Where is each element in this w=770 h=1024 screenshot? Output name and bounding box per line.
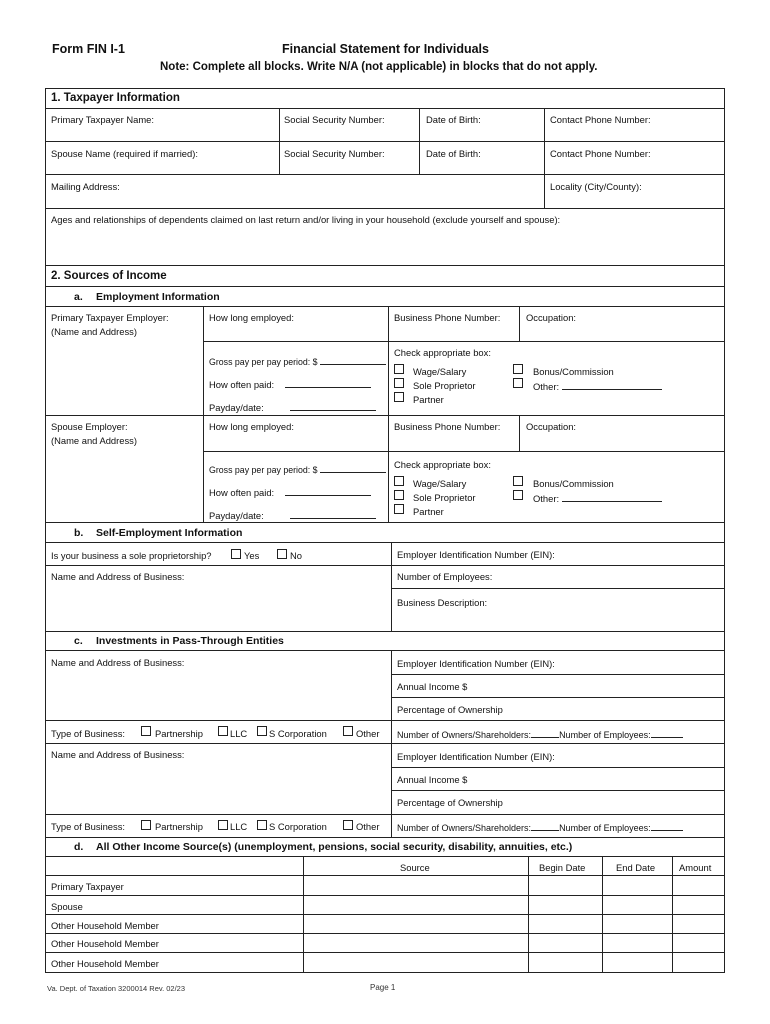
spouse-wage-checkbox[interactable] <box>394 476 404 486</box>
form-title: Financial Statement for Individuals <box>282 42 489 56</box>
income-row-label: Primary Taxpayer <box>51 881 124 892</box>
inv1-type-label: Type of Business: <box>51 728 125 739</box>
inv1-pct-ownership-field[interactable]: Percentage of Ownership <box>397 704 503 715</box>
spouse-wage-label: Wage/Salary <box>413 478 467 489</box>
inv2-type-label: Type of Business: <box>51 821 125 832</box>
spouse-employer-sub: (Name and Address) <box>51 435 137 446</box>
spouse-how-long-field[interactable]: How long employed: <box>209 421 294 432</box>
subsection-c-title: Investments in Pass-Through Entities <box>96 635 284 647</box>
inv2-annual-income-field[interactable]: Annual Income $ <box>397 774 468 785</box>
subsection-a-title: Employment Information <box>96 291 220 303</box>
form-note: Note: Complete all blocks. Write N/A (not applicable) in blocks that do not apply. <box>160 61 598 73</box>
subsection-c-letter: c. <box>74 635 83 647</box>
frame-left <box>45 88 46 973</box>
primary-how-often-field[interactable]: How often paid: <box>209 378 371 390</box>
subsection-b-title: Self-Employment Information <box>96 527 243 539</box>
primary-name-field[interactable]: Primary Taxpayer Name: <box>51 114 154 125</box>
primary-bonus-label: Bonus/Commission <box>533 366 614 377</box>
primary-employer-field[interactable]: Primary Taxpayer Employer: <box>51 312 169 323</box>
se-num-employees-field[interactable]: Number of Employees: <box>397 571 493 582</box>
inv1-ein-field[interactable]: Employer Identification Number (EIN): <box>397 658 555 669</box>
primary-employer-sub: (Name and Address) <box>51 326 137 337</box>
sole-prop-yes-checkbox[interactable] <box>231 549 241 559</box>
primary-wage-checkbox[interactable] <box>394 364 404 374</box>
inv2-scorp-label: S Corporation <box>269 821 327 832</box>
primary-phone-field[interactable]: Contact Phone Number: <box>550 114 651 125</box>
sole-prop-no-label: No <box>290 550 302 561</box>
primary-dob-field[interactable]: Date of Birth: <box>426 114 481 125</box>
income-row-label: Spouse <box>51 901 83 912</box>
inv1-annual-income-field[interactable]: Annual Income $ <box>397 681 468 692</box>
inv2-pct-ownership-field[interactable]: Percentage of Ownership <box>397 797 503 808</box>
frame-bottom <box>45 972 725 973</box>
inv2-other-checkbox[interactable] <box>343 820 353 830</box>
footer-agency: Va. Dept. of Taxation 3200014 Rev. 02/23 <box>47 984 186 993</box>
inv1-scorp-label: S Corporation <box>269 728 327 739</box>
primary-partner-checkbox[interactable] <box>394 392 404 402</box>
subsection-d-title: All Other Income Source(s) (unemployment, pensions, social security, disability, annuities, etc.) <box>96 841 573 853</box>
primary-bonus-checkbox[interactable] <box>513 364 523 374</box>
primary-how-long-field[interactable]: How long employed: <box>209 312 294 323</box>
primary-sole-label: Sole Proprietor <box>413 380 476 391</box>
inv2-partnership-label: Partnership <box>155 821 203 832</box>
inv2-llc-label: LLC <box>230 821 248 832</box>
spouse-bonus-checkbox[interactable] <box>513 476 523 486</box>
income-row-label: Other Household Member <box>51 958 159 969</box>
spouse-how-often-field[interactable]: How often paid: <box>209 486 371 498</box>
se-ein-field[interactable]: Employer Identification Number (EIN): <box>397 549 555 560</box>
primary-check-label: Check appropriate box: <box>394 347 491 358</box>
section1-title: 1. Taxpayer Information <box>51 92 180 104</box>
spouse-payday-field[interactable]: Payday/date: <box>209 509 376 521</box>
inv2-llc-checkbox[interactable] <box>218 820 228 830</box>
subsection-a-letter: a. <box>74 291 83 303</box>
sole-prop-no-checkbox[interactable] <box>277 549 287 559</box>
footer-page: Page 1 <box>370 983 396 992</box>
primary-payday-field[interactable]: Payday/date: <box>209 401 376 413</box>
inv1-partnership-label: Partnership <box>155 728 203 739</box>
mailing-address-field[interactable]: Mailing Address: <box>51 181 120 192</box>
spouse-gross-pay-field[interactable]: Gross pay per pay period: $ <box>209 463 386 476</box>
spouse-partner-checkbox[interactable] <box>394 504 404 514</box>
inv1-scorp-checkbox[interactable] <box>257 726 267 736</box>
inv1-owners-field[interactable]: Number of Owners/Shareholders: Number of Employees: <box>397 728 683 741</box>
income-row-label: Other Household Member <box>51 938 159 949</box>
col-amount-header: Amount <box>679 862 712 873</box>
spouse-partner-label: Partner <box>413 506 444 517</box>
inv1-partnership-checkbox[interactable] <box>141 726 151 736</box>
spouse-name-field[interactable]: Spouse Name (required if married): <box>51 148 198 159</box>
primary-partner-label: Partner <box>413 394 444 405</box>
frame-top <box>45 88 725 89</box>
section2-title: 2. Sources of Income <box>51 270 167 282</box>
primary-sole-checkbox[interactable] <box>394 378 404 388</box>
spouse-occupation-field[interactable]: Occupation: <box>526 421 577 432</box>
dependents-field[interactable]: Ages and relationships of dependents claimed on last return and/or living in your household (exclude yourself and spouse): <box>51 214 561 225</box>
subsection-b-letter: b. <box>74 527 84 539</box>
se-biz-name-field[interactable]: Name and Address of Business: <box>51 571 185 582</box>
primary-wage-label: Wage/Salary <box>413 366 467 377</box>
inv2-other-label: Other <box>356 821 380 832</box>
inv1-llc-label: LLC <box>230 728 248 739</box>
sole-prop-question: Is your business a sole proprietorship? <box>51 550 212 561</box>
col-end-header: End Date <box>616 862 656 873</box>
spouse-ssn-field[interactable]: Social Security Number: <box>284 148 385 159</box>
sole-prop-yes-label: Yes <box>244 550 260 561</box>
primary-other-checkbox[interactable] <box>513 378 523 388</box>
inv2-partnership-checkbox[interactable] <box>141 820 151 830</box>
se-biz-desc-field[interactable]: Business Description: <box>397 597 488 608</box>
inv1-other-checkbox[interactable] <box>343 726 353 736</box>
primary-other-field[interactable]: Other: <box>533 380 662 392</box>
spouse-bonus-label: Bonus/Commission <box>533 478 614 489</box>
spouse-other-field[interactable]: Other: <box>533 492 662 504</box>
subsection-d-letter: d. <box>74 841 84 853</box>
spouse-check-label: Check appropriate box: <box>394 459 491 470</box>
spouse-sole-checkbox[interactable] <box>394 490 404 500</box>
spouse-sole-label: Sole Proprietor <box>413 492 476 503</box>
inv2-biz-name-field[interactable]: Name and Address of Business: <box>51 749 185 760</box>
primary-gross-pay-field[interactable]: Gross pay per pay period: $ <box>209 355 386 368</box>
spouse-employer-field[interactable]: Spouse Employer: <box>51 421 128 432</box>
spouse-dob-field[interactable]: Date of Birth: <box>426 148 481 159</box>
primary-occupation-field[interactable]: Occupation: <box>526 312 577 323</box>
frame-right <box>724 88 725 973</box>
spouse-other-checkbox[interactable] <box>513 490 523 500</box>
inv2-owners-field[interactable]: Number of Owners/Shareholders: Number of Employees: <box>397 821 683 834</box>
form-id: Form FIN I-1 <box>52 42 125 56</box>
primary-ssn-field[interactable]: Social Security Number: <box>284 114 385 125</box>
inv1-llc-checkbox[interactable] <box>218 726 228 736</box>
spouse-biz-phone-field[interactable]: Business Phone Number: <box>394 421 501 432</box>
income-row-label: Other Household Member <box>51 920 159 931</box>
inv2-ein-field[interactable]: Employer Identification Number (EIN): <box>397 751 555 762</box>
spouse-phone-field[interactable]: Contact Phone Number: <box>550 148 651 159</box>
inv2-scorp-checkbox[interactable] <box>257 820 267 830</box>
col-source-header: Source <box>400 862 430 873</box>
col-begin-header: Begin Date <box>539 862 586 873</box>
primary-biz-phone-field[interactable]: Business Phone Number: <box>394 312 501 323</box>
inv1-other-label: Other <box>356 728 380 739</box>
locality-field[interactable]: Locality (City/County): <box>550 181 642 192</box>
inv1-biz-name-field[interactable]: Name and Address of Business: <box>51 657 185 668</box>
